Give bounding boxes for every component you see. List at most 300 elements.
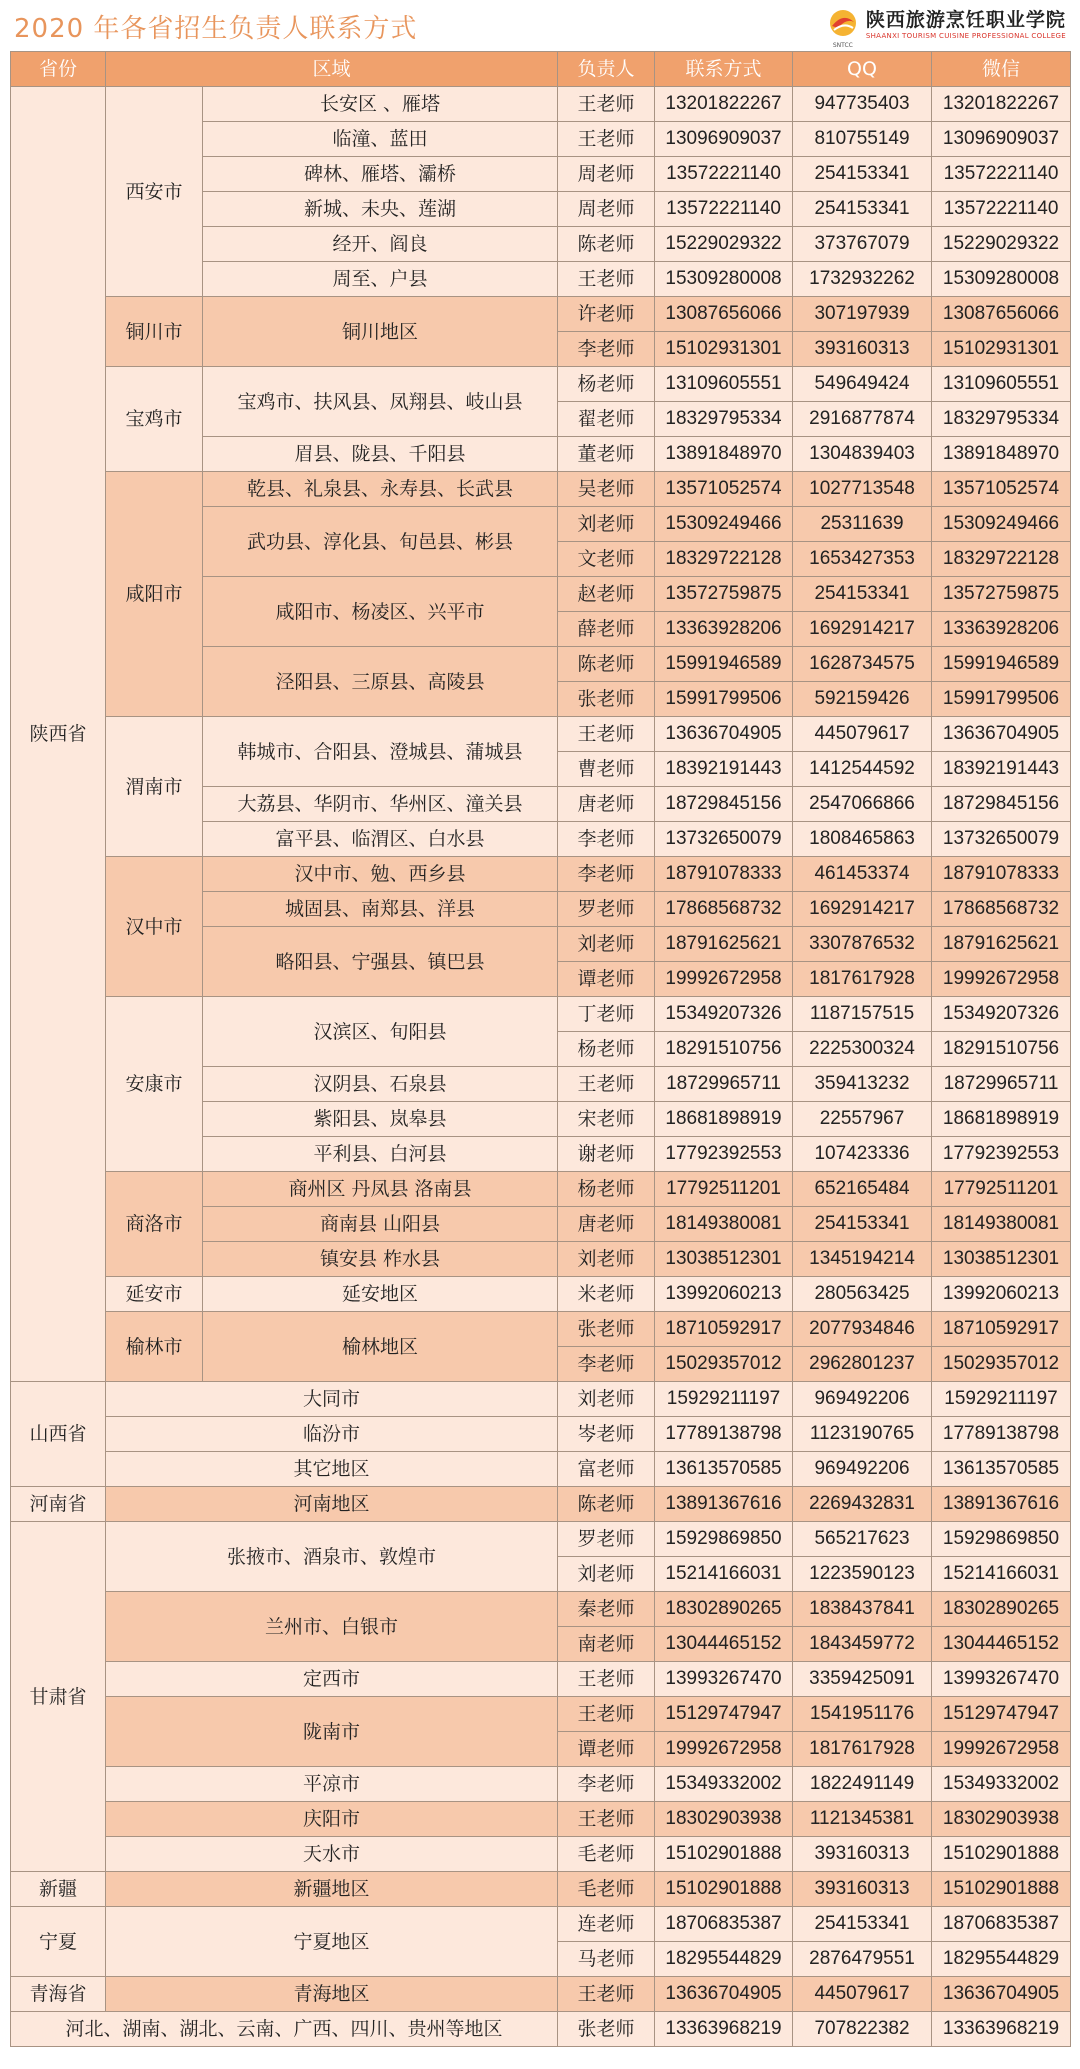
phone-cell: 13732650079 xyxy=(655,822,793,857)
person-cell: 罗老师 xyxy=(558,1522,655,1557)
area-cell: 眉县、陇县、千阳县 xyxy=(203,437,558,472)
person-cell: 刘老师 xyxy=(558,1557,655,1592)
table-row xyxy=(11,1977,1071,2012)
person-cell: 薛老师 xyxy=(558,612,655,647)
col-header-wechat: 微信 xyxy=(932,52,1071,87)
person-cell: 吴老师 xyxy=(558,472,655,507)
wechat-cell: 18710592917 xyxy=(932,1312,1071,1347)
person-cell: 刘老师 xyxy=(558,1242,655,1277)
person-cell: 富老师 xyxy=(558,1452,655,1487)
phone-cell: 13038512301 xyxy=(655,1242,793,1277)
phone-cell: 18295544829 xyxy=(655,1942,793,1977)
city-cell: 延安市 xyxy=(106,1277,203,1312)
person-cell: 张老师 xyxy=(558,1312,655,1347)
province-cell: 新疆 xyxy=(11,1872,106,1907)
region-cell: 庆阳市 xyxy=(106,1802,558,1837)
phone-cell: 15929869850 xyxy=(655,1522,793,1557)
phone-cell: 15214166031 xyxy=(655,1557,793,1592)
logo-name-cn: 陕西旅游烹饪职业学院 xyxy=(865,9,1066,31)
phone-cell: 18329722128 xyxy=(655,542,793,577)
qq-cell: 2077934846 xyxy=(793,1312,932,1347)
qq-cell: 1345194214 xyxy=(793,1242,932,1277)
qq-cell: 254153341 xyxy=(793,1207,932,1242)
wechat-cell: 13038512301 xyxy=(932,1242,1071,1277)
qq-cell: 461453374 xyxy=(793,857,932,892)
province-cell: 宁夏 xyxy=(11,1907,106,1977)
person-cell: 周老师 xyxy=(558,157,655,192)
qq-cell: 359413232 xyxy=(793,1067,932,1102)
wechat-cell: 15349207326 xyxy=(932,997,1071,1032)
person-cell: 岑老师 xyxy=(558,1417,655,1452)
province-cell: 甘肃省 xyxy=(11,1522,106,1872)
qq-cell: 969492206 xyxy=(793,1382,932,1417)
table-row xyxy=(11,717,1071,752)
wechat-cell: 13044465152 xyxy=(932,1627,1071,1662)
qq-cell: 280563425 xyxy=(793,1277,932,1312)
city-cell: 咸阳市 xyxy=(106,472,203,717)
person-cell: 翟老师 xyxy=(558,402,655,437)
person-cell: 王老师 xyxy=(558,1067,655,1102)
region-cell: 天水市 xyxy=(106,1837,558,1872)
qq-cell: 2876479551 xyxy=(793,1942,932,1977)
phone-cell: 13363968219 xyxy=(655,2012,793,2047)
qq-cell: 254153341 xyxy=(793,192,932,227)
person-cell: 谭老师 xyxy=(558,962,655,997)
phone-cell: 13891367616 xyxy=(655,1487,793,1522)
wechat-cell: 13636704905 xyxy=(932,717,1071,752)
phone-cell: 15309280008 xyxy=(655,262,793,297)
qq-cell: 254153341 xyxy=(793,577,932,612)
qq-cell: 22557967 xyxy=(793,1102,932,1137)
wechat-cell: 13363928206 xyxy=(932,612,1071,647)
person-cell: 张老师 xyxy=(558,2012,655,2047)
phone-cell: 13044465152 xyxy=(655,1627,793,1662)
qq-cell: 393160313 xyxy=(793,1872,932,1907)
person-cell: 李老师 xyxy=(558,857,655,892)
person-cell: 王老师 xyxy=(558,717,655,752)
wechat-cell: 18302903938 xyxy=(932,1802,1071,1837)
qq-cell: 1653427353 xyxy=(793,542,932,577)
wechat-cell: 13732650079 xyxy=(932,822,1071,857)
person-cell: 毛老师 xyxy=(558,1837,655,1872)
person-cell: 王老师 xyxy=(558,1977,655,2012)
college-emblem-icon xyxy=(826,8,860,49)
wechat-cell: 13993267470 xyxy=(932,1662,1071,1697)
wechat-cell: 18329722128 xyxy=(932,542,1071,577)
phone-cell: 13891848970 xyxy=(655,437,793,472)
wechat-cell: 15102901888 xyxy=(932,1837,1071,1872)
wechat-cell: 15102931301 xyxy=(932,332,1071,367)
person-cell: 曹老师 xyxy=(558,752,655,787)
qq-cell: 373767079 xyxy=(793,227,932,262)
area-cell: 城固县、南郑县、洋县 xyxy=(203,892,558,927)
area-cell: 咸阳市、杨凌区、兴平市 xyxy=(203,577,558,647)
person-cell: 文老师 xyxy=(558,542,655,577)
phone-cell: 13087656066 xyxy=(655,297,793,332)
phone-cell: 15102901888 xyxy=(655,1872,793,1907)
wechat-cell: 18302890265 xyxy=(932,1592,1071,1627)
person-cell: 张老师 xyxy=(558,682,655,717)
person-cell: 南老师 xyxy=(558,1627,655,1662)
qq-cell: 549649424 xyxy=(793,367,932,402)
qq-cell: 445079617 xyxy=(793,1977,932,2012)
table-row xyxy=(11,1837,1071,1872)
city-cell: 汉中市 xyxy=(106,857,203,997)
area-cell: 汉中市、勉、西乡县 xyxy=(203,857,558,892)
wechat-cell: 13891848970 xyxy=(932,437,1071,472)
qq-cell: 1304839403 xyxy=(793,437,932,472)
area-cell: 略阳县、宁强县、镇巴县 xyxy=(203,927,558,997)
logo-name-en: SHAANXI TOURISM CUISINE PROFESSIONAL COLLEGE xyxy=(865,32,1066,40)
qq-cell: 947735403 xyxy=(793,87,932,122)
qq-cell: 1817617928 xyxy=(793,1732,932,1767)
wechat-cell: 15349332002 xyxy=(932,1767,1071,1802)
province-cell: 陕西省 xyxy=(11,87,106,1382)
area-cell: 碑林、雁塔、灞桥 xyxy=(203,157,558,192)
qq-cell: 1628734575 xyxy=(793,647,932,682)
area-cell: 镇安县 柞水县 xyxy=(203,1242,558,1277)
logo-abbr: SNTCC xyxy=(832,42,853,49)
table-row xyxy=(11,1172,1071,1207)
table-row xyxy=(11,1767,1071,1802)
phone-cell: 15349207326 xyxy=(655,997,793,1032)
table-row xyxy=(11,472,1071,507)
qq-cell: 969492206 xyxy=(793,1452,932,1487)
person-cell: 王老师 xyxy=(558,122,655,157)
phone-cell: 15991799506 xyxy=(655,682,793,717)
wechat-cell: 15029357012 xyxy=(932,1347,1071,1382)
region-cell: 定西市 xyxy=(106,1662,558,1697)
wechat-cell: 15991946589 xyxy=(932,647,1071,682)
wechat-cell: 15991799506 xyxy=(932,682,1071,717)
wechat-cell: 19992672958 xyxy=(932,1732,1071,1767)
area-cell: 经开、阎良 xyxy=(203,227,558,262)
phone-cell: 13636704905 xyxy=(655,1977,793,2012)
person-cell: 唐老师 xyxy=(558,1207,655,1242)
phone-cell: 15102931301 xyxy=(655,332,793,367)
wechat-cell: 15929869850 xyxy=(932,1522,1071,1557)
qq-cell: 810755149 xyxy=(793,122,932,157)
person-cell: 宋老师 xyxy=(558,1102,655,1137)
province-cell: 山西省 xyxy=(11,1382,106,1487)
table-row xyxy=(11,1592,1071,1627)
person-cell: 王老师 xyxy=(558,1697,655,1732)
qq-cell: 25311639 xyxy=(793,507,932,542)
qq-cell: 1808465863 xyxy=(793,822,932,857)
table-row xyxy=(11,367,1071,402)
table-row xyxy=(11,297,1071,332)
wechat-cell: 18791625621 xyxy=(932,927,1071,962)
region-cell: 大同市 xyxy=(106,1382,558,1417)
wechat-cell: 17868568732 xyxy=(932,892,1071,927)
qq-cell: 393160313 xyxy=(793,332,932,367)
region-cell: 兰州市、白银市 xyxy=(106,1592,558,1662)
qq-cell: 707822382 xyxy=(793,2012,932,2047)
wechat-cell: 15309249466 xyxy=(932,507,1071,542)
person-cell: 赵老师 xyxy=(558,577,655,612)
phone-cell: 15229029322 xyxy=(655,227,793,262)
college-logo xyxy=(826,4,1066,49)
wechat-cell: 13636704905 xyxy=(932,1977,1071,2012)
area-cell: 富平县、临渭区、白水县 xyxy=(203,822,558,857)
wechat-cell: 13992060213 xyxy=(932,1277,1071,1312)
phone-cell: 18392191443 xyxy=(655,752,793,787)
region-cell: 张掖市、酒泉市、敦煌市 xyxy=(106,1522,558,1592)
col-header-region: 区域 xyxy=(106,52,558,87)
area-cell: 临潼、蓝田 xyxy=(203,122,558,157)
wechat-cell: 18729965711 xyxy=(932,1067,1071,1102)
phone-cell: 17792392553 xyxy=(655,1137,793,1172)
phone-cell: 18791078333 xyxy=(655,857,793,892)
wechat-cell: 13109605551 xyxy=(932,367,1071,402)
qq-cell: 2962801237 xyxy=(793,1347,932,1382)
wechat-cell: 18729845156 xyxy=(932,787,1071,822)
phone-cell: 15102901888 xyxy=(655,1837,793,1872)
area-cell: 商州区 丹凤县 洛南县 xyxy=(203,1172,558,1207)
qq-cell: 1692914217 xyxy=(793,892,932,927)
area-cell: 新城、未央、莲湖 xyxy=(203,192,558,227)
region-cell: 陇南市 xyxy=(106,1697,558,1767)
area-cell: 长安区 、雁塔 xyxy=(203,87,558,122)
city-cell: 安康市 xyxy=(106,997,203,1172)
table-header-row xyxy=(11,52,1071,87)
table-row xyxy=(11,1417,1071,1452)
person-cell: 米老师 xyxy=(558,1277,655,1312)
phone-cell: 18291510756 xyxy=(655,1032,793,1067)
qq-cell: 107423336 xyxy=(793,1137,932,1172)
phone-cell: 18329795334 xyxy=(655,402,793,437)
city-cell: 西安市 xyxy=(106,87,203,297)
qq-cell: 2547066866 xyxy=(793,787,932,822)
qq-cell: 1412544592 xyxy=(793,752,932,787)
person-cell: 秦老师 xyxy=(558,1592,655,1627)
phone-cell: 13572221140 xyxy=(655,192,793,227)
wechat-cell: 13096909037 xyxy=(932,122,1071,157)
phone-cell: 13096909037 xyxy=(655,122,793,157)
page-header xyxy=(0,0,1080,50)
phone-cell: 19992672958 xyxy=(655,962,793,997)
qq-cell: 592159426 xyxy=(793,682,932,717)
wechat-cell: 15309280008 xyxy=(932,262,1071,297)
wechat-cell: 15229029322 xyxy=(932,227,1071,262)
wechat-cell: 13891367616 xyxy=(932,1487,1071,1522)
person-cell: 杨老师 xyxy=(558,1032,655,1067)
table-row xyxy=(11,857,1071,892)
area-cell: 商南县 山阳县 xyxy=(203,1207,558,1242)
area-cell: 汉阴县、石泉县 xyxy=(203,1067,558,1102)
region-cell: 新疆地区 xyxy=(106,1872,558,1907)
phone-cell: 15129747947 xyxy=(655,1697,793,1732)
qq-cell: 1822491149 xyxy=(793,1767,932,1802)
person-cell: 刘老师 xyxy=(558,507,655,542)
phone-cell: 13109605551 xyxy=(655,367,793,402)
table-row xyxy=(11,1697,1071,1732)
phone-cell: 13992060213 xyxy=(655,1277,793,1312)
person-cell: 杨老师 xyxy=(558,1172,655,1207)
area-cell: 平利县、白河县 xyxy=(203,1137,558,1172)
qq-cell: 2269432831 xyxy=(793,1487,932,1522)
table-row xyxy=(11,1487,1071,1522)
person-cell: 陈老师 xyxy=(558,647,655,682)
area-cell: 武功县、淳化县、旬邑县、彬县 xyxy=(203,507,558,577)
wechat-cell: 13613570585 xyxy=(932,1452,1071,1487)
table-row xyxy=(11,1452,1071,1487)
qq-cell: 254153341 xyxy=(793,157,932,192)
person-cell: 马老师 xyxy=(558,1942,655,1977)
person-cell: 罗老师 xyxy=(558,892,655,927)
area-cell: 延安地区 xyxy=(203,1277,558,1312)
phone-cell: 15309249466 xyxy=(655,507,793,542)
qq-cell: 2225300324 xyxy=(793,1032,932,1067)
qq-cell: 1187157515 xyxy=(793,997,932,1032)
wechat-cell: 13363968219 xyxy=(932,2012,1071,2047)
table-row xyxy=(11,1662,1071,1697)
phone-cell: 13571052574 xyxy=(655,472,793,507)
area-cell: 紫阳县、岚皋县 xyxy=(203,1102,558,1137)
wechat-cell: 13572759875 xyxy=(932,577,1071,612)
phone-cell: 18729965711 xyxy=(655,1067,793,1102)
phone-cell: 15349332002 xyxy=(655,1767,793,1802)
qq-cell: 1843459772 xyxy=(793,1627,932,1662)
qq-cell: 1027713548 xyxy=(793,472,932,507)
person-cell: 李老师 xyxy=(558,332,655,367)
region-cell: 青海地区 xyxy=(106,1977,558,2012)
qq-cell: 1223590123 xyxy=(793,1557,932,1592)
wechat-cell: 13572221140 xyxy=(932,192,1071,227)
phone-cell: 19992672958 xyxy=(655,1732,793,1767)
city-cell: 渭南市 xyxy=(106,717,203,857)
col-header-province: 省份 xyxy=(11,52,106,87)
col-header-person: 负责人 xyxy=(558,52,655,87)
qq-cell: 1541951176 xyxy=(793,1697,932,1732)
wechat-cell: 18149380081 xyxy=(932,1207,1071,1242)
phone-cell: 18302890265 xyxy=(655,1592,793,1627)
area-cell: 周至、户县 xyxy=(203,262,558,297)
phone-cell: 17789138798 xyxy=(655,1417,793,1452)
table-row xyxy=(11,1277,1071,1312)
phone-cell: 17792511201 xyxy=(655,1172,793,1207)
city-cell: 榆林市 xyxy=(106,1312,203,1382)
page-title: 2020 年各省招生负责人联系方式 xyxy=(14,14,418,44)
wechat-cell: 13571052574 xyxy=(932,472,1071,507)
wechat-cell: 18329795334 xyxy=(932,402,1071,437)
wechat-cell: 18791078333 xyxy=(932,857,1071,892)
table-row xyxy=(11,1522,1071,1557)
region-cell: 其它地区 xyxy=(106,1452,558,1487)
city-cell: 宝鸡市 xyxy=(106,367,203,472)
col-header-phone: 联系方式 xyxy=(655,52,793,87)
wechat-cell: 15102901888 xyxy=(932,1872,1071,1907)
table-row xyxy=(11,87,1071,122)
qq-cell: 652165484 xyxy=(793,1172,932,1207)
person-cell: 刘老师 xyxy=(558,1382,655,1417)
phone-cell: 18710592917 xyxy=(655,1312,793,1347)
phone-cell: 13572221140 xyxy=(655,157,793,192)
phone-cell: 13613570585 xyxy=(655,1452,793,1487)
phone-cell: 15929211197 xyxy=(655,1382,793,1417)
person-cell: 唐老师 xyxy=(558,787,655,822)
wechat-cell: 15129747947 xyxy=(932,1697,1071,1732)
phone-cell: 18302903938 xyxy=(655,1802,793,1837)
qq-cell: 393160313 xyxy=(793,1837,932,1872)
phone-cell: 13363928206 xyxy=(655,612,793,647)
qq-cell: 3359425091 xyxy=(793,1662,932,1697)
qq-cell: 1838437841 xyxy=(793,1592,932,1627)
wechat-cell: 18706835387 xyxy=(932,1907,1071,1942)
wechat-cell: 17789138798 xyxy=(932,1417,1071,1452)
city-cell: 商洛市 xyxy=(106,1172,203,1277)
qq-cell: 307197939 xyxy=(793,297,932,332)
area-cell: 榆林地区 xyxy=(203,1312,558,1382)
table-row xyxy=(11,1312,1071,1347)
phone-cell: 18681898919 xyxy=(655,1102,793,1137)
phone-cell: 17868568732 xyxy=(655,892,793,927)
person-cell: 王老师 xyxy=(558,87,655,122)
wechat-cell: 19992672958 xyxy=(932,962,1071,997)
person-cell: 李老师 xyxy=(558,1347,655,1382)
person-cell: 许老师 xyxy=(558,297,655,332)
table-row xyxy=(11,1907,1071,1942)
area-cell: 乾县、礼泉县、永寿县、长武县 xyxy=(203,472,558,507)
wechat-cell: 13572221140 xyxy=(932,157,1071,192)
qq-cell: 2916877874 xyxy=(793,402,932,437)
region-cell: 临汾市 xyxy=(106,1417,558,1452)
region-cell: 平凉市 xyxy=(106,1767,558,1802)
phone-cell: 18149380081 xyxy=(655,1207,793,1242)
contact-table xyxy=(10,51,1071,2047)
province-cell: 河南省 xyxy=(11,1487,106,1522)
area-cell: 泾阳县、三原县、高陵县 xyxy=(203,647,558,717)
wechat-cell: 15929211197 xyxy=(932,1382,1071,1417)
person-cell: 连老师 xyxy=(558,1907,655,1942)
phone-cell: 13993267470 xyxy=(655,1662,793,1697)
person-cell: 谭老师 xyxy=(558,1732,655,1767)
wechat-cell: 13087656066 xyxy=(932,297,1071,332)
wechat-cell: 17792392553 xyxy=(932,1137,1071,1172)
qq-cell: 1692914217 xyxy=(793,612,932,647)
region-cell: 宁夏地区 xyxy=(106,1907,558,1977)
table-row xyxy=(11,997,1071,1032)
area-cell: 宝鸡市、扶风县、凤翔县、岐山县 xyxy=(203,367,558,437)
phone-cell: 18791625621 xyxy=(655,927,793,962)
wechat-cell: 18681898919 xyxy=(932,1102,1071,1137)
wechat-cell: 15214166031 xyxy=(932,1557,1071,1592)
person-cell: 谢老师 xyxy=(558,1137,655,1172)
person-cell: 杨老师 xyxy=(558,367,655,402)
phone-cell: 13572759875 xyxy=(655,577,793,612)
city-cell: 铜川市 xyxy=(106,297,203,367)
qq-cell: 1732932262 xyxy=(793,262,932,297)
phone-cell: 15029357012 xyxy=(655,1347,793,1382)
qq-cell: 445079617 xyxy=(793,717,932,752)
region-cell: 河南地区 xyxy=(106,1487,558,1522)
person-cell: 王老师 xyxy=(558,262,655,297)
region-cell: 河北、湖南、湖北、云南、广西、四川、贵州等地区 xyxy=(11,2012,558,2047)
qq-cell: 1123190765 xyxy=(793,1417,932,1452)
phone-cell: 18706835387 xyxy=(655,1907,793,1942)
person-cell: 周老师 xyxy=(558,192,655,227)
person-cell: 陈老师 xyxy=(558,1487,655,1522)
table-row xyxy=(11,1382,1071,1417)
person-cell: 陈老师 xyxy=(558,227,655,262)
person-cell: 李老师 xyxy=(558,822,655,857)
wechat-cell: 17792511201 xyxy=(932,1172,1071,1207)
area-cell: 韩城市、合阳县、澄城县、蒲城县 xyxy=(203,717,558,787)
phone-cell: 13201822267 xyxy=(655,87,793,122)
person-cell: 王老师 xyxy=(558,1802,655,1837)
person-cell: 王老师 xyxy=(558,1662,655,1697)
phone-cell: 13636704905 xyxy=(655,717,793,752)
